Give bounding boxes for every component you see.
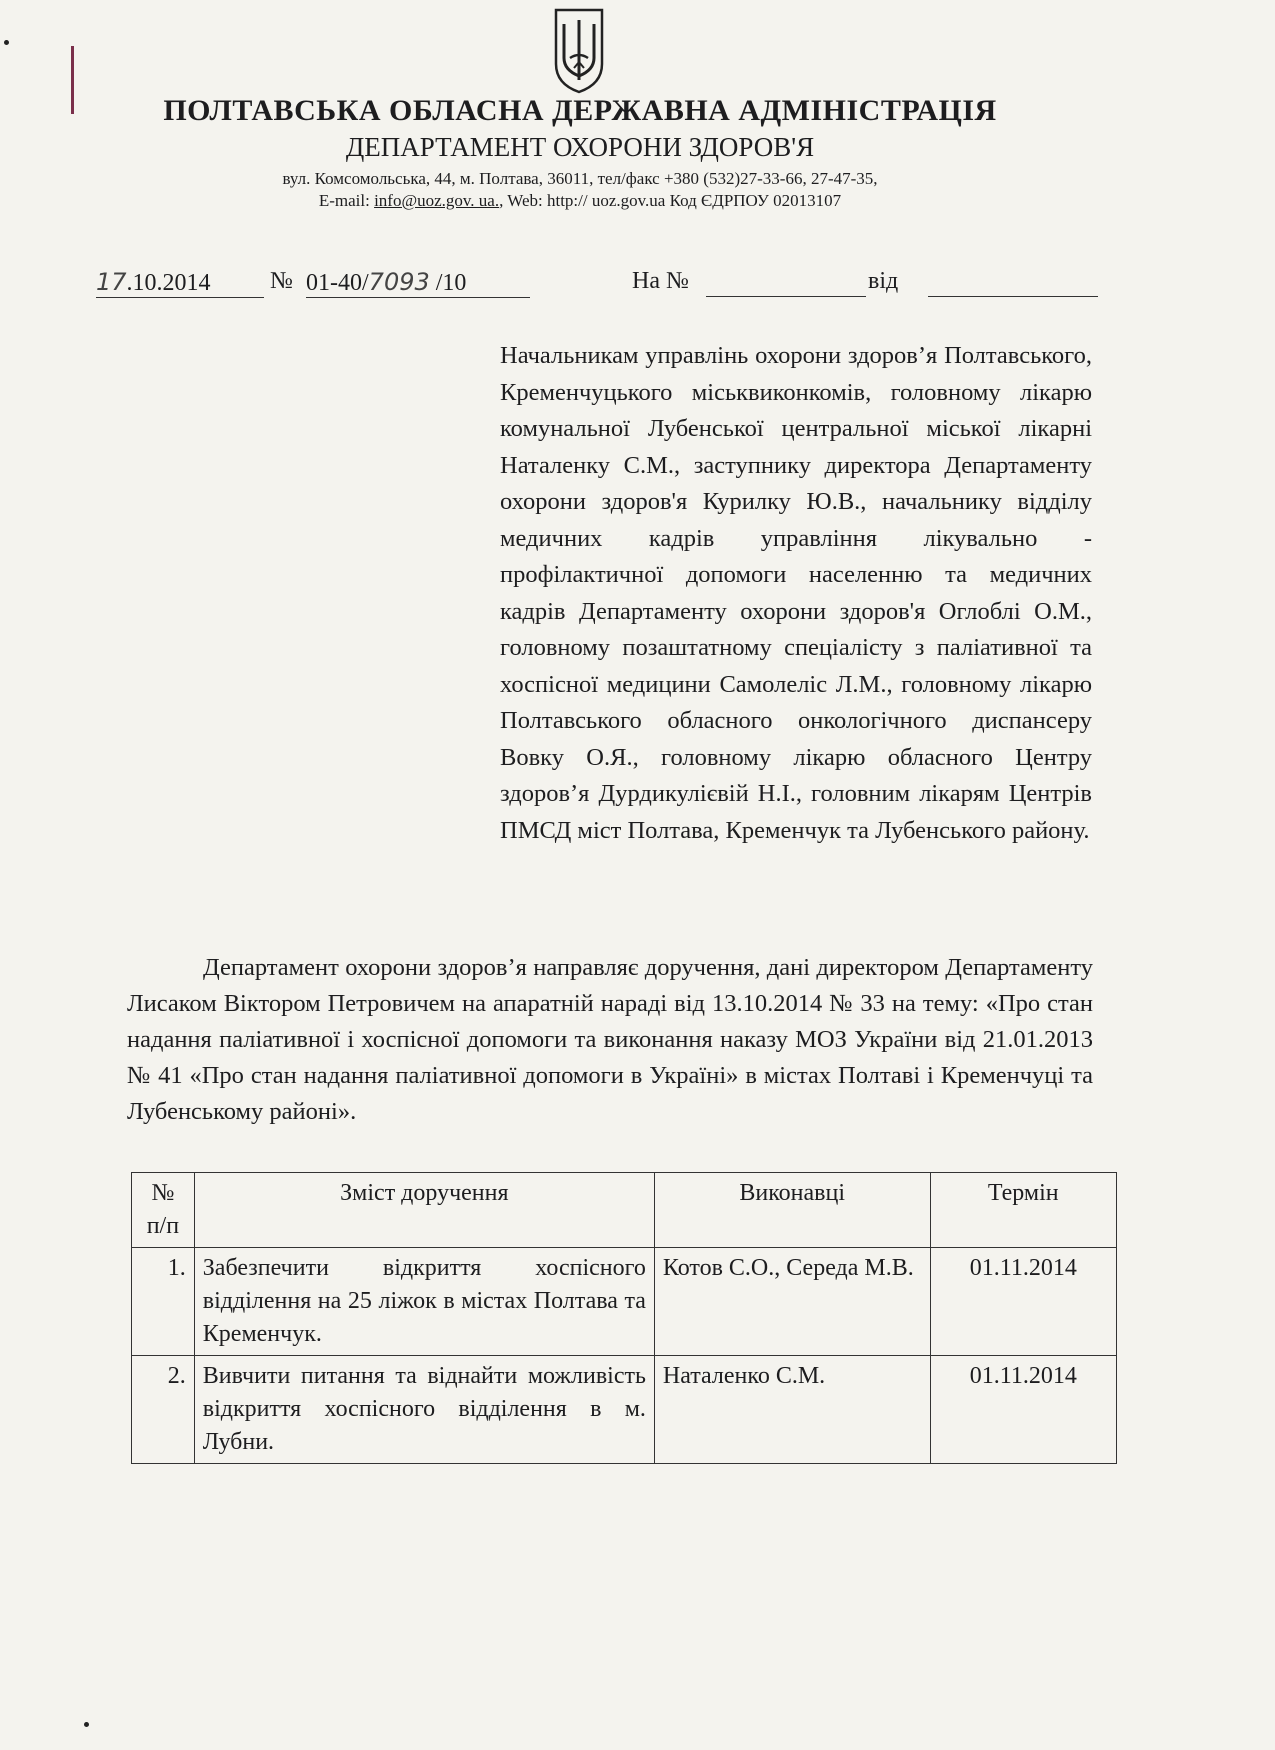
header-term: Термін [930, 1173, 1116, 1248]
incoming-from-label: від [868, 268, 899, 294]
scan-speck [4, 40, 9, 45]
organization-title: ПОЛТАВСЬКА ОБЛАСНА ДЕРЖАВНА АДМІНІСТРАЦІЯ [163, 94, 997, 127]
row-term: 01.11.2014 [930, 1248, 1116, 1356]
date-printed: .10.2014 [126, 270, 211, 296]
body-paragraph: Департамент охорони здоров’я направляє доручення, дані директором Департаменту Лисаком Віктором Петровичем на апаратній нараді від 13.10.2014 № 33 на тему: «Про стан надання паліативної і хоспісної допомоги та виконання наказу МОЗ України від 21.01.2013 № 41 «Про стан надання паліативної допомоги в Україні» в містах Полтаві і Кременчуці та Лубенському районі». [127, 954, 1093, 1125]
addressees-block: Начальникам управлінь охорони здоров’я Полтавського, Кременчуцького міськвиконкомів, головному лікарю комунальної Лубенської центральної міської лікарні Наталенку С.М., заступнику директора Департаменту охорони здоров'я Курилку Ю.В., начальнику відділу медичних кадрів управління лікувально - профілактичної допомоги населенню та медичних кадрів Департаменту охорони здоров'я Оглоблі О.М., головному позаштатному спеціалісту з паліативної та хоспісної медицини Самолеліс Л.М., головному лікарю Полтавського обласного онкологічного диспансеру Вовку О.Я., головному лікарю обласного Центру здоров’я Дурдикулієвій Н.І., головним лікарям Центрів ПМСД міст Полтава, Кременчук та Лубенського району. [500, 342, 1092, 844]
row-term: 01.11.2014 [930, 1356, 1116, 1464]
scan-speck [84, 1722, 89, 1727]
incoming-number-blank [706, 268, 866, 297]
email-link[interactable]: info@uoz.gov. ua. [374, 191, 500, 210]
department-title: ДЕПАРТАМЕНТ ОХОРОНИ ЗДОРОВ'Я [345, 132, 815, 162]
margin-pen-mark [71, 46, 74, 114]
contacts-line [160, 190, 1000, 212]
email-label: E-mail: [318, 191, 375, 210]
tasks-table [131, 1172, 1117, 1464]
document-number [306, 268, 530, 298]
web-and-code: , Web: http:// uoz.gov.ua Код ЄДРПОУ 02013107 [499, 191, 842, 210]
table-row [132, 1356, 1117, 1464]
number-suffix: /10 [429, 270, 467, 296]
address-line: вул. Комсомольська, 44, м. Полтава, 36011, тел/факс +380 (532)27-33-66, 27-47-35, [282, 169, 878, 188]
trident-emblem-icon [552, 6, 606, 96]
header-content: Зміст доручення [194, 1173, 654, 1248]
number-prefix: 01-40/ [306, 270, 369, 296]
row-executors: Котов С.О., Середа М.В. [654, 1248, 930, 1356]
number-handwritten: 7093 [368, 268, 430, 296]
row-num: 1. [132, 1248, 195, 1356]
header-executors: Виконавці [654, 1173, 930, 1248]
incoming-number-label: На № [632, 268, 689, 294]
row-content: Забезпечити відкриття хоспісного відділення на 25 ліжок в містах Полтава та Кременчук. [194, 1248, 654, 1356]
row-content: Вивчити питання та віднайти можливість відкриття хоспісного відділення в м. Лубни. [194, 1356, 654, 1464]
row-num: 2. [132, 1356, 195, 1464]
incoming-date-blank [928, 268, 1098, 297]
date-handwritten: 17 [96, 268, 127, 296]
table-row [132, 1248, 1117, 1356]
table-header-row [132, 1173, 1117, 1248]
document-date [96, 268, 264, 298]
header-num: № п/п [132, 1173, 195, 1248]
row-executors: Наталенко С.М. [654, 1356, 930, 1464]
address-block [160, 168, 1000, 212]
number-label: № [270, 268, 293, 294]
